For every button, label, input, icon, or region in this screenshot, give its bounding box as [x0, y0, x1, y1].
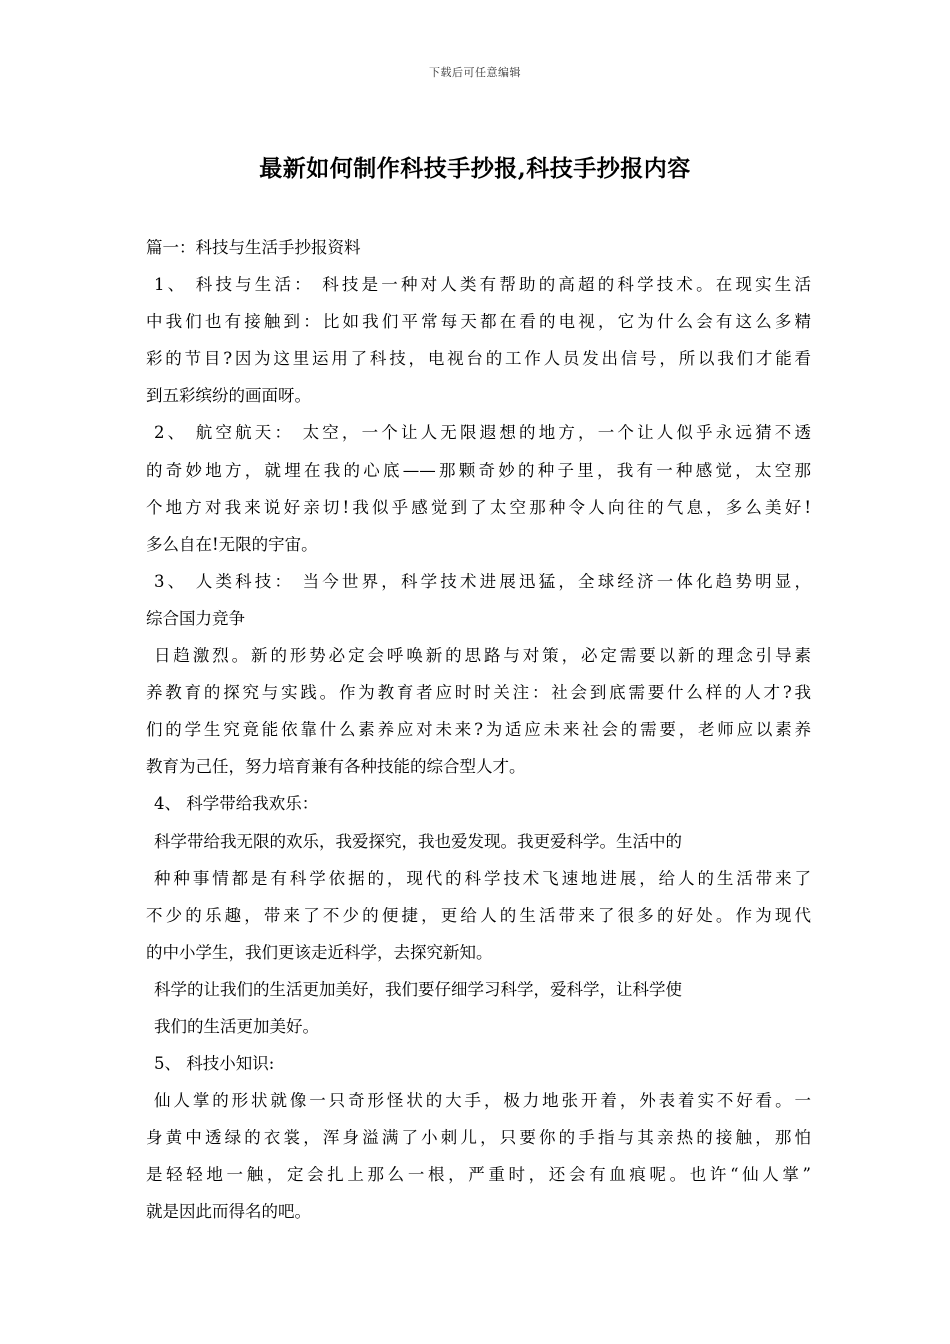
paragraph-line: 不少的乐趣，带来了不少的便捷，更给人的生活带来了很多的好处。作为现代: [146, 905, 811, 925]
paragraph-line: 种种事情都是有科学依据的，现代的科学技术飞速地进展，给人的生活带来了: [154, 868, 811, 888]
paragraph-line: 养教育的探究与实践。作为教育者应时时关注：社会到底需要什么样的人才?我: [146, 683, 811, 703]
paragraph-line: 的奇妙地方，就埋在我的心底——那颗奇妙的种子里，我有一种感觉，太空那: [146, 460, 811, 480]
paragraph-line: 个地方对我来说好亲切!我似乎感觉到了太空那种令人向往的气息，多么美好!: [146, 497, 811, 517]
paragraph-line: 们的学生究竟能依靠什么素养应对未来?为适应未来社会的需要，老师应以素养: [146, 720, 811, 740]
header-note: 下载后可任意编辑: [429, 66, 521, 79]
paragraph-line: 日趋激烈。新的形势必定会呼唤新的思路与对策，必定需要以新的理念引导素: [154, 646, 811, 666]
paragraph-line: 4、 科学带给我欢乐：: [154, 794, 319, 814]
paragraph-line: 是轻轻地一触，定会扎上那么一根，严重时，还会有血痕呢。也许“仙人掌”: [146, 1165, 811, 1185]
paragraph-line: 我们的生活更加美好。: [154, 1016, 319, 1036]
paragraph-line: 综合国力竞争: [146, 608, 245, 628]
section-heading: 篇一：科技与生活手抄报资料: [146, 238, 361, 257]
paragraph-line: 中我们也有接触到：比如我们平常每天都在看的电视，它为什么会有这么多精: [146, 312, 811, 332]
paragraph-line: 5、 科技小知识:: [154, 1054, 275, 1074]
paragraph-line: 科学的让我们的生活更加美好，我们要仔细学习科学，爱科学，让科学使: [154, 979, 682, 999]
paragraph-line: 到五彩缤纷的画面呀。: [146, 386, 311, 406]
paragraph-line: 身黄中透绿的衣裳，浑身溢满了小刺儿，只要你的手指与其亲热的接触，那怕: [146, 1128, 811, 1148]
document-title: 最新如何制作科技手抄报,科技手抄报内容: [259, 155, 691, 182]
paragraph-line: 彩的节目?因为这里运用了科技，电视台的工作人员发出信号，所以我们才能看: [146, 349, 811, 369]
paragraph-line: 多么自在!无限的宇宙。: [146, 534, 318, 554]
document-body: [146, 229, 811, 1231]
paragraph-line: 科学带给我无限的欢乐，我爱探究，我也爱发现。我更爱科学。生活中的: [154, 831, 682, 851]
paragraph-line: 就是因此而得名的吧。: [146, 1202, 311, 1222]
paragraph-line: 2、 航空航天： 太空，一个让人无限遐想的地方，一个让人似乎永远猜不透: [154, 423, 811, 443]
paragraph-line: 1、 科技与生活： 科技是一种对人类有帮助的高超的科学技术。在现实生活: [154, 275, 811, 295]
paragraph-line: 3、 人类科技： 当今世界，科学技术进展迅猛，全球经济一体化趋势明显，: [154, 571, 811, 591]
paragraph-line: 教育为己任，努力培育兼有各种技能的综合型人才。: [146, 757, 526, 777]
paragraph-line: 的中小学生，我们更该走近科学，去探究新知。: [146, 942, 493, 962]
paragraph-line: 仙人掌的形状就像一只奇形怪状的大手，极力地张开着，外表着实不好看。一: [154, 1091, 811, 1111]
